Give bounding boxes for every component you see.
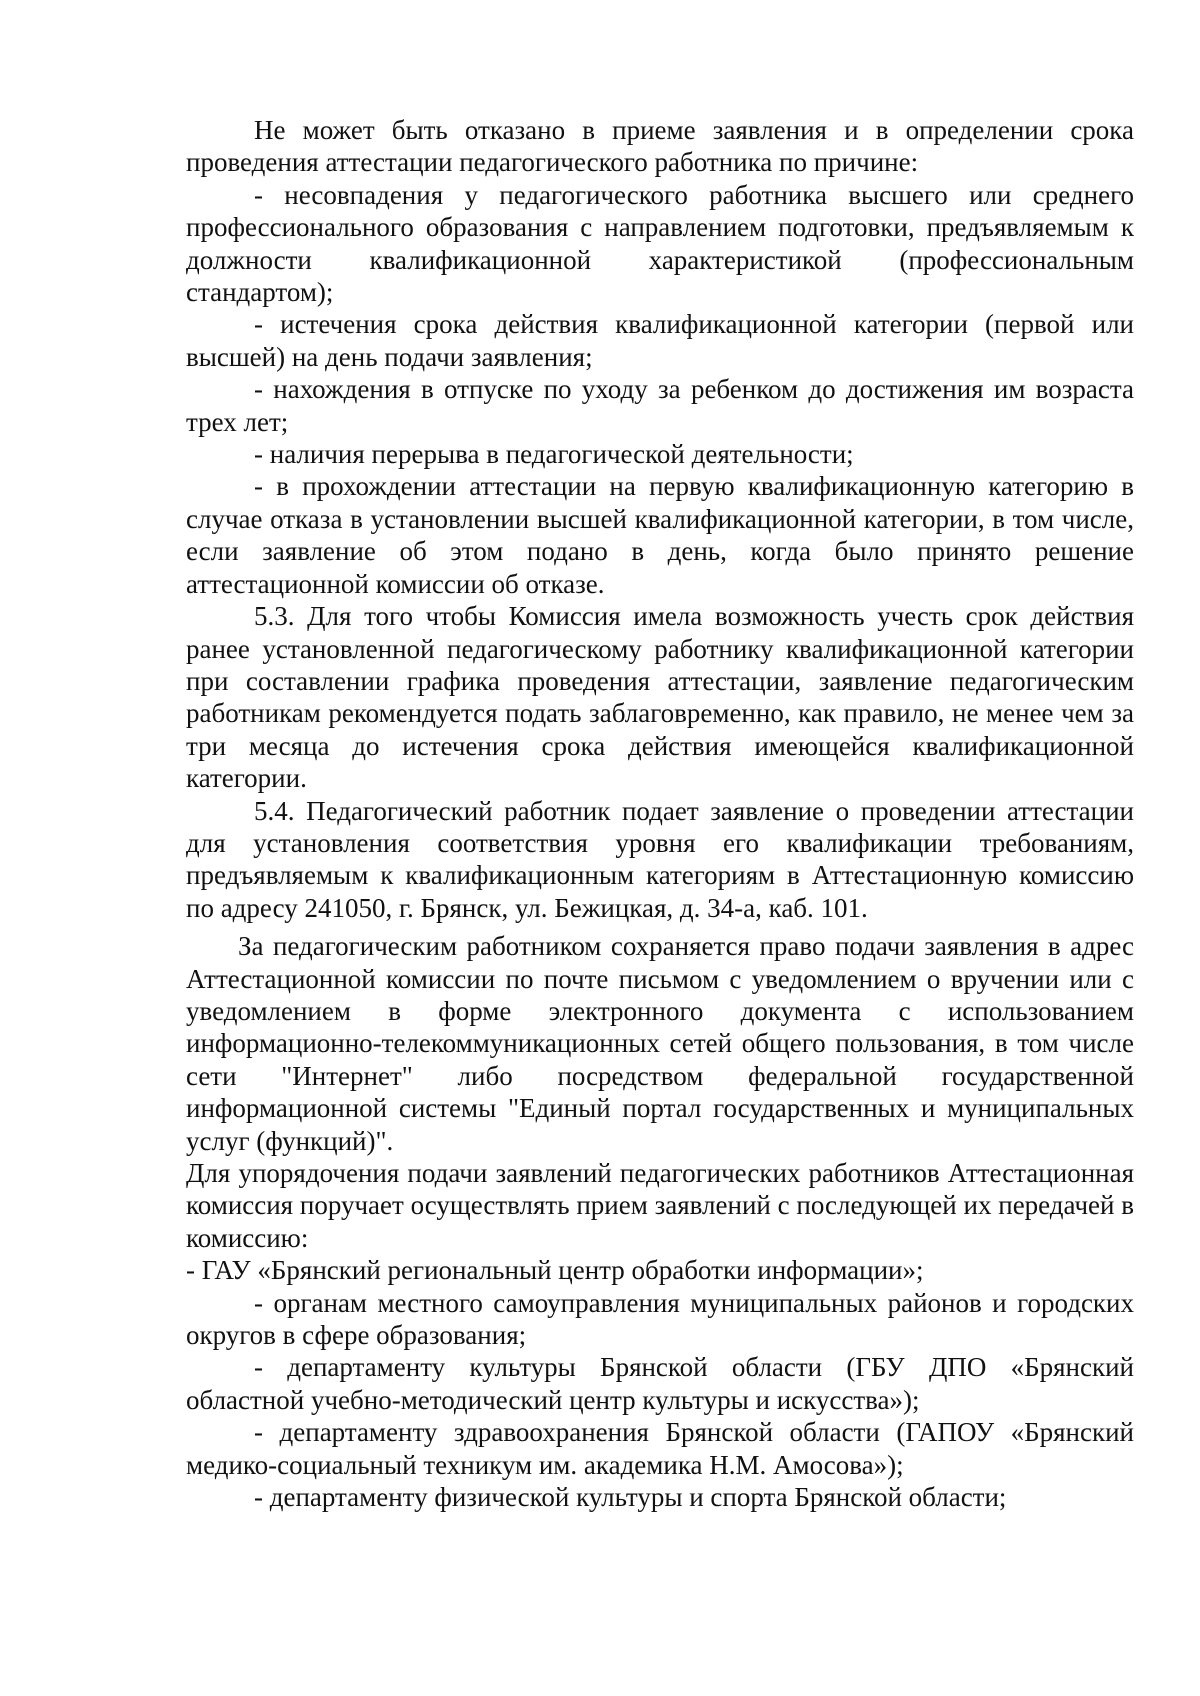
paragraph: Не может быть отказано в приеме заявления и в определении срока проведения аттестации педагогического работника по причине: bbox=[186, 115, 1134, 178]
list-item: - истечения срока действия квалификационной категории (первой или высшей) на день подачи заявления; bbox=[186, 309, 1134, 372]
section-5-3-paragraph: 5.3. Для того чтобы Комиссия имела возможность учесть срок действия ранее установленной педагогическому работнику квалификационной категории при составлении графика проведения аттестации, заявление педагогическим работникам рекомендуется подать заблаговременно, как правило, не менее чем за три месяца до истечения срока действия имеющейся квалификационной категории. bbox=[186, 601, 1134, 794]
section-5-4-paragraph: 5.4. Педагогический работник подает заявление о проведении аттестации для установления соответствия уровня его квалификации требованиям, предъявляемым к квалификационным категориям в Аттестационную комиссию по адресу 241050, г. Брянск, ул. Бежицкая, д. 34-а, каб. 101. bbox=[186, 795, 1134, 923]
list-item: - наличия перерыва в педагогической деятельности; bbox=[254, 439, 854, 470]
list-item: - органам местного самоуправления муниципальных районов и городских округов в сфере образования; bbox=[186, 1287, 1134, 1351]
list-item: - несовпадения у педагогического работника высшего или среднего профессионального образования с направлением подготовки, предъявляемым к должности квалификационной характеристикой (профессиональным стандартом); bbox=[186, 179, 1134, 308]
list-item: - в прохождении аттестации на первую квалификационную категорию в случае отказа в установлении высшей квалификационной категории, в том числе, если заявление об этом подано в день, когда было принято решение аттестационной комиссии об отказе. bbox=[186, 471, 1134, 599]
list-item: - нахождения в отпуске по уходу за ребенком до достижения им возраста трех лет; bbox=[186, 374, 1134, 437]
document-body bbox=[186, 114, 1134, 1513]
list-item: - департаменту физической культуры и спорта Брянской области; bbox=[254, 1482, 1007, 1513]
list-item: - ГАУ «Брянский региональный центр обработки информации»; bbox=[186, 1255, 924, 1286]
paragraph: За педагогическим работником сохраняется право подачи заявления в адрес Аттестационной комиссии по почте письмом с уведомлением о вручении или с уведомлением в форме электронного документа с использованием информационно-телекоммуникационных сетей общего пользования, в том числе сети "Интернет" либо посредством федеральной государственной информационной системы "Единый портал государственных и муниципальных услуг (функций)". bbox=[186, 931, 1134, 1156]
paragraph: Для упорядочения подачи заявлений педагогических работников Аттестационная комиссия поручает осуществлять прием заявлений с последующей их передачей в комиссию: bbox=[186, 1158, 1134, 1253]
list-item: - департаменту культуры Брянской области (ГБУ ДПО «Брянский областной учебно-методический центр культуры и искусства»); bbox=[186, 1352, 1134, 1415]
list-item: - департаменту здравоохранения Брянской области (ГАПОУ «Брянский медико-социальный техникум им. академика Н.М. Амосова»); bbox=[186, 1417, 1134, 1480]
